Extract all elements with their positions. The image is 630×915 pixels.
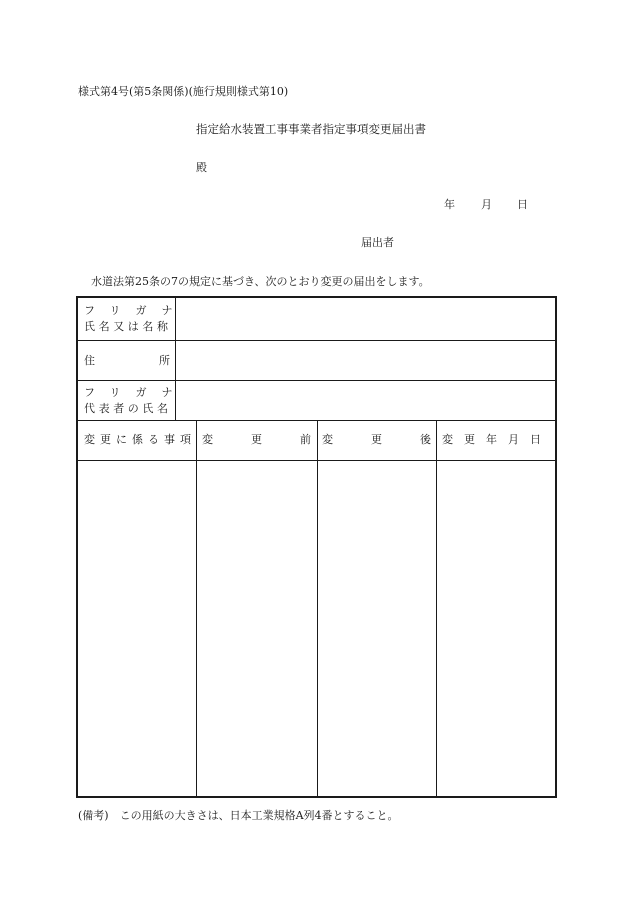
col-matter-header: 変更に係る事項 xyxy=(84,433,196,446)
date-entry-area[interactable] xyxy=(437,461,555,796)
representative-field[interactable] xyxy=(176,381,555,420)
date-month: 月 xyxy=(481,198,492,211)
form-number: 様式第4号(第5条関係)(施行規則様式第10) xyxy=(78,85,289,98)
matter-entry-area[interactable] xyxy=(78,461,196,796)
rep-name-label: 代表者の氏名 xyxy=(84,402,172,415)
address-label xyxy=(84,354,234,368)
col-after-header: 変更後 xyxy=(322,433,469,446)
addressee: 殿 xyxy=(196,161,207,174)
date-line xyxy=(444,198,528,212)
name-field[interactable] xyxy=(176,298,555,340)
rep-furigana-label: フリガナ xyxy=(84,386,188,399)
remarks-note: (備考) この用紙の大きさは、日本工業規格A列4番とすること。 xyxy=(78,809,399,822)
col-before-header: 変更前 xyxy=(202,433,349,446)
name-furigana-label xyxy=(84,304,188,318)
before-entry-area[interactable] xyxy=(197,461,317,796)
submitter-label: 届出者 xyxy=(361,236,394,249)
address-field[interactable] xyxy=(176,341,555,380)
date-day: 日 xyxy=(517,198,528,211)
form-title: 指定給水装置工事事業者指定事項変更届出書 xyxy=(196,122,426,136)
after-entry-area[interactable] xyxy=(318,461,436,796)
col-date-header: 変更年月日 xyxy=(442,433,552,446)
intro-text: 水道法第25条の7の規定に基づき、次のとおり変更の届出をします。 xyxy=(91,275,430,288)
date-year: 年 xyxy=(444,198,455,211)
name-furigana-text: フリガナ xyxy=(84,304,188,317)
name-label: 氏名又は名称 xyxy=(84,320,172,333)
change-form-table xyxy=(76,296,557,798)
address-text: 住所 xyxy=(84,354,234,367)
